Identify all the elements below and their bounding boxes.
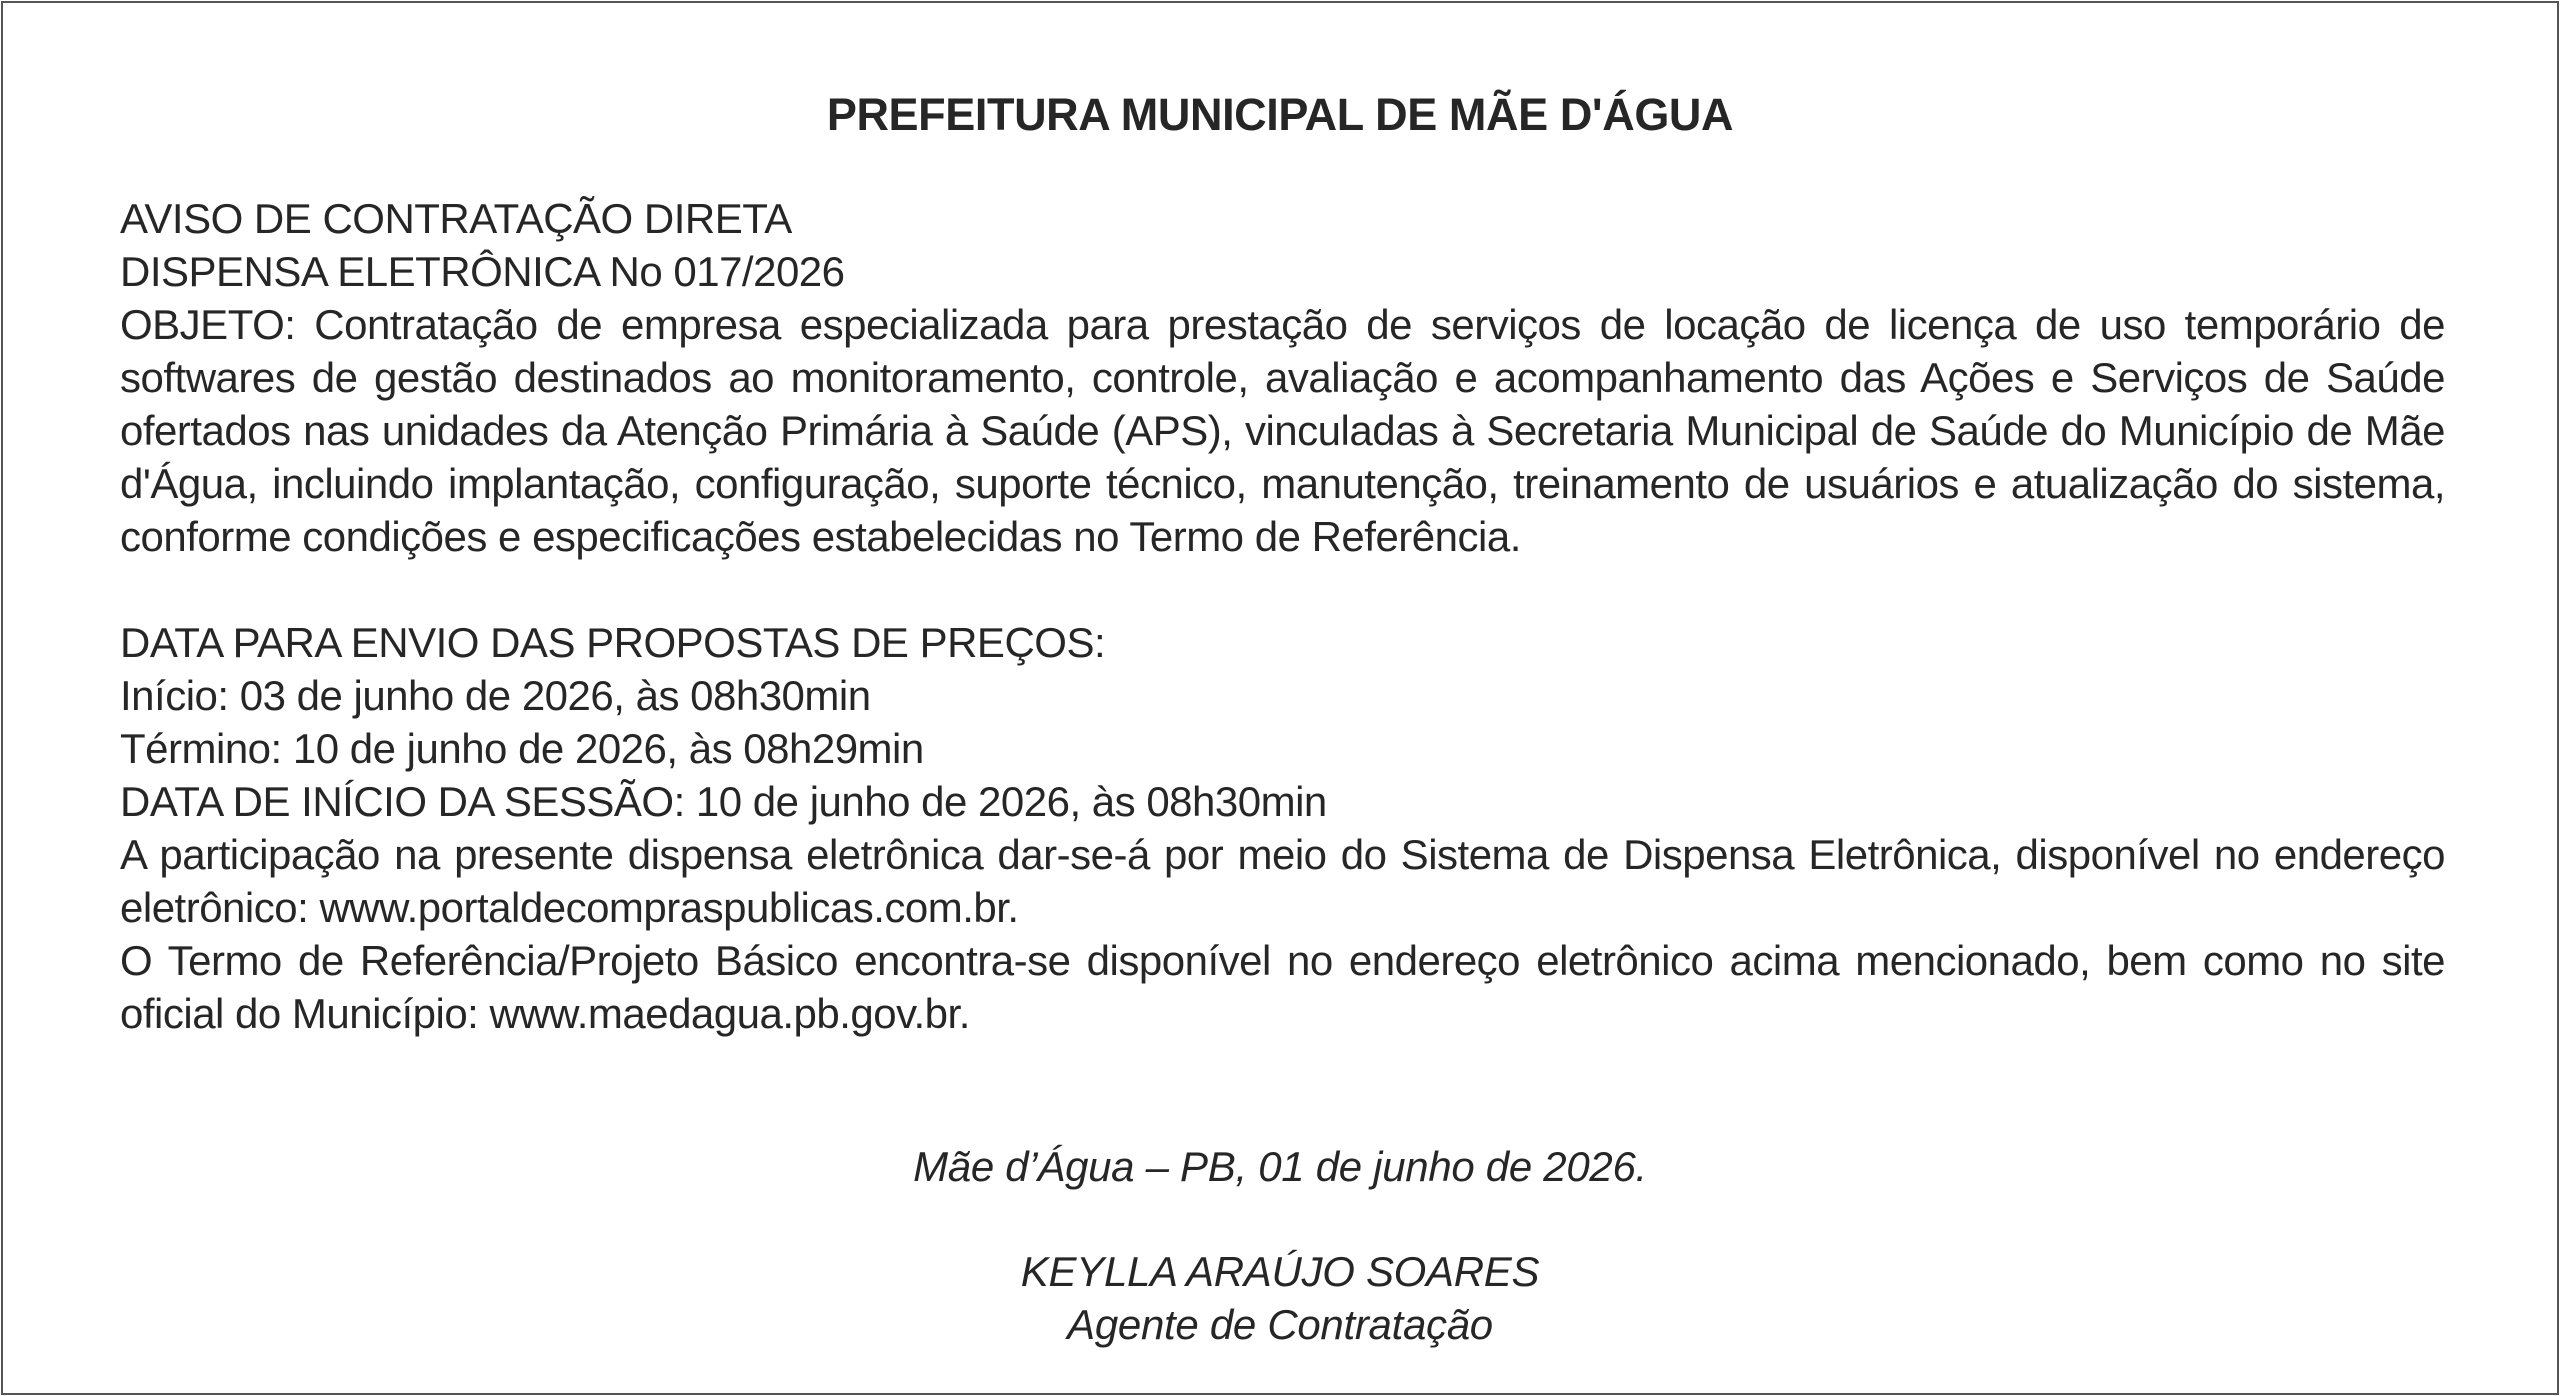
page-title: PREFEITURA MUNICIPAL DE MÃE D'ÁGUA — [826, 89, 1734, 140]
signer-name: KEYLLA ARAÚJO SOARES — [1020, 1248, 1540, 1295]
schedule-heading: DATA PARA ENVIO DAS PROPOSTAS DE PREÇOS: — [120, 619, 1106, 666]
proposal-end-date: Término: 10 de junho de 2026, às 08h29min — [120, 725, 924, 772]
notice-body — [120, 192, 2445, 1040]
process-number: DISPENSA ELETRÔNICA No 017/2026 — [120, 248, 845, 295]
session-start-date: DATA DE INÍCIO DA SESSÃO: 10 de junho de 2026, às 08h30min — [120, 778, 1327, 825]
notice-frame — [1, 1, 2559, 1395]
proposal-start-date: Início: 03 de junho de 2026, às 08h30min — [120, 672, 871, 719]
signer-role: Agente de Contratação — [1067, 1301, 1493, 1348]
notice-heading: AVISO DE CONTRATAÇÃO DIRETA — [120, 195, 792, 242]
spacer — [120, 563, 2445, 616]
object-paragraph: OBJETO: Contratação de empresa especializada para prestação de serviços de locação de licença de uso temporário de softwares de gestão destinados ao monitoramento, controle, avaliação e acompanhamento das Ações e Serviços de Saúde ofertados nas unidades da Atenção Primária à Saúde (APS), vinculadas à Secretaria Municipal de Saúde do Município de Mãe d'Água, incluindo implantação, configuração, suporte técnico, manutenção, treinamento de usuários e atualização do sistema, conforme condições e especificações estabelecidas no Termo de Referência. — [120, 301, 2445, 560]
participation-paragraph: A participação na presente dispensa eletrônica dar-se-á por meio do Sistema de Dispensa Eletrônica, disponível no endereço eletrônico: www.portaldecompraspublicas.com.br. — [120, 831, 2445, 931]
reference-paragraph: O Termo de Referência/Projeto Básico encontra-se disponível no endereço eletrônico acima mencionado, bem como no site oficial do Município: www.maedagua.pb.gov.br. — [120, 937, 2445, 1037]
place-date: Mãe d’Água – PB, 01 de junho de 2026. — [913, 1143, 1647, 1190]
